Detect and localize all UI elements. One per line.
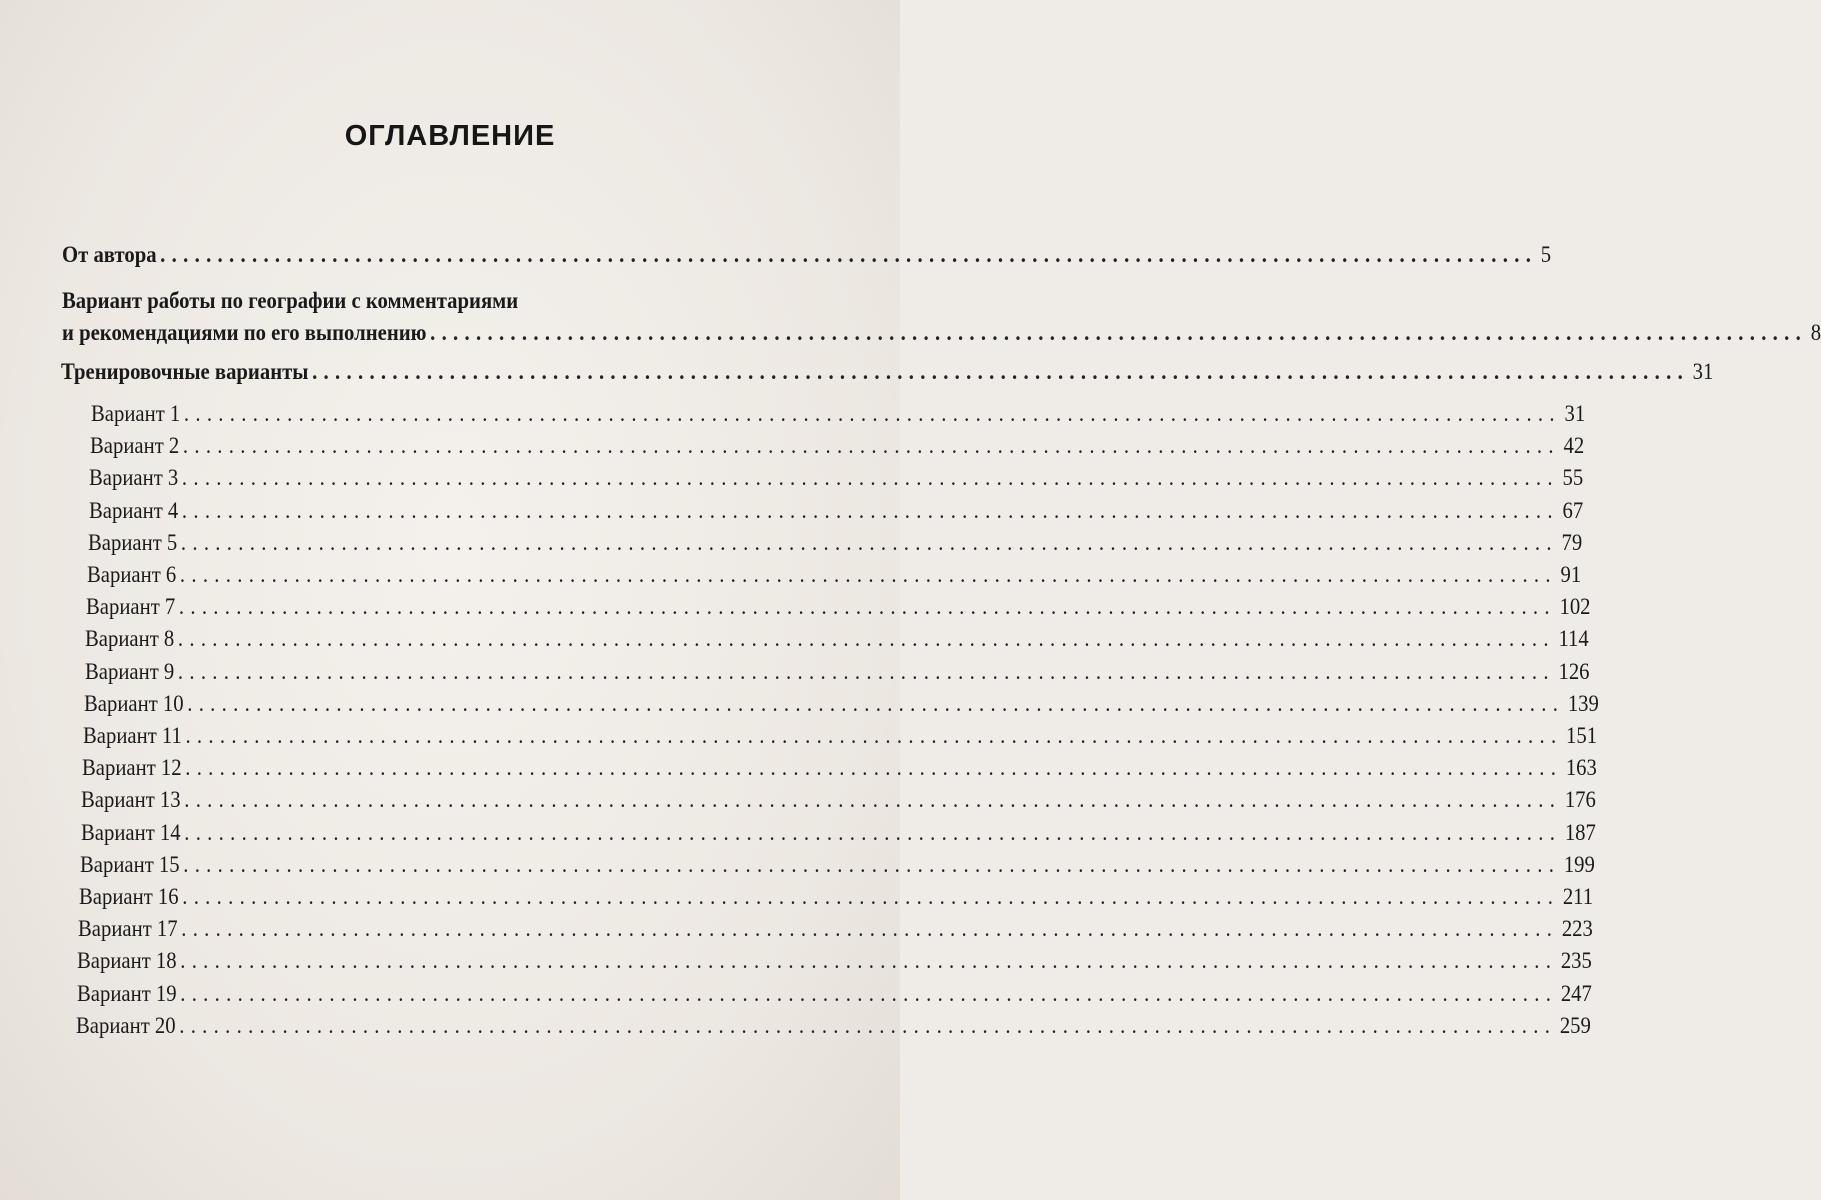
- toc-page: 8: [1810, 320, 1821, 345]
- toc-label: Вариант 7: [86, 594, 176, 620]
- toc-label: Вариант 1: [91, 401, 181, 426]
- dot-leader: ........................................................................................................................: [179, 1012, 1557, 1038]
- toc-label: Тренировочные варианты: [61, 359, 309, 384]
- toc-page: 126: [1558, 658, 1590, 684]
- toc-label: От автора: [62, 242, 157, 267]
- toc-label: Вариант 20: [75, 1012, 176, 1038]
- toc-entry-variant: [76, 980, 1592, 1007]
- dot-leader: ........................................................................................................................: [183, 851, 1561, 877]
- toc-entry-author: [62, 242, 1552, 268]
- dot-leader: ........................................................................................................................: [185, 723, 1563, 748]
- toc-page: 235: [1561, 948, 1593, 974]
- toc-page: 67: [1562, 497, 1583, 523]
- toc-page: 91: [1560, 562, 1582, 587]
- toc-page: 211: [1562, 884, 1594, 909]
- toc-label: Вариант работы по географии с комментариями: [62, 288, 519, 313]
- toc-entry-variant: [84, 658, 1590, 685]
- toc-entry-variant: [81, 787, 1597, 813]
- toc-label: Вариант 12: [82, 755, 182, 781]
- toc-label: Вариант 18: [77, 948, 178, 974]
- toc-entry-variant: [89, 465, 1584, 491]
- toc-page: 247: [1560, 980, 1592, 1006]
- dot-leader: ........................................................................................................................: [160, 242, 1538, 267]
- dot-leader: ........................................................................................................................: [430, 320, 1808, 345]
- toc-entry-variant: [87, 562, 1582, 588]
- dot-leader: ........................................................................................................................: [179, 562, 1557, 587]
- toc-label: Вариант 8: [85, 626, 175, 652]
- toc-entry-variant: [91, 401, 1586, 427]
- toc-page: 5: [1540, 242, 1552, 267]
- toc-page: 163: [1566, 755, 1598, 781]
- toc-page: 114: [1558, 626, 1590, 652]
- toc-page: 79: [1561, 529, 1582, 555]
- toc-label: Вариант 6: [87, 562, 177, 587]
- toc-entry-variant: [83, 723, 1598, 749]
- toc-label: Вариант 15: [79, 851, 180, 877]
- dot-leader: ........................................................................................................................: [183, 433, 1561, 459]
- toc-entry-variant: [86, 594, 1591, 620]
- toc-page: 223: [1562, 916, 1594, 942]
- toc-page: 187: [1564, 819, 1596, 845]
- toc-entry-variant: [79, 851, 1595, 878]
- dot-leader: ........................................................................................................................: [179, 594, 1557, 620]
- dot-leader: ........................................................................................................................: [182, 465, 1560, 491]
- toc-entry-variant: [83, 690, 1599, 717]
- dot-leader: ........................................................................................................................: [180, 948, 1558, 974]
- dot-leader: ........................................................................................................................: [180, 529, 1558, 555]
- dot-leader: ........................................................................................................................: [177, 658, 1555, 684]
- toc-label: Вариант 11: [83, 723, 182, 748]
- dot-leader: ........................................................................................................................: [179, 980, 1557, 1006]
- toc-label: и рекомендациями по его выполнению: [62, 320, 427, 345]
- toc-label: Вариант 10: [83, 690, 184, 716]
- dot-leader: ........................................................................................................................: [181, 916, 1559, 942]
- toc-entry-variant: [87, 529, 1582, 556]
- dot-leader: ........................................................................................................................: [185, 755, 1563, 781]
- toc-page: 31: [1564, 401, 1586, 426]
- toc-entry-variant: [79, 884, 1594, 910]
- dot-leader: ........................................................................................................................: [178, 626, 1556, 652]
- dot-leader: ........................................................................................................................: [312, 359, 1690, 384]
- toc-label: Вариант 3: [89, 465, 179, 491]
- toc-entry-variant: [85, 626, 1590, 652]
- toc-label: Вариант 16: [79, 884, 179, 909]
- toc-entry-sample-line1: [62, 288, 800, 314]
- toc-page: 55: [1562, 465, 1584, 491]
- toc-label: Вариант 14: [80, 819, 181, 845]
- toc-entry-variant: [77, 948, 1593, 974]
- dot-leader: ........................................................................................................................: [187, 690, 1565, 716]
- page-title: ОГЛАВЛЕНИЕ: [344, 120, 556, 152]
- toc-entry-variant: [75, 1012, 1591, 1039]
- toc-label: Вариант 19: [76, 980, 177, 1006]
- dot-leader: ........................................................................................................................: [183, 819, 1561, 845]
- toc-page: 139: [1567, 690, 1599, 716]
- toc-label: Вариант 2: [90, 433, 180, 459]
- toc-label: Вариант 13: [81, 787, 182, 813]
- toc-entry-sample: [62, 320, 1821, 346]
- dot-leader: ........................................................................................................................: [181, 497, 1559, 523]
- toc-label: Вариант 9: [84, 658, 174, 684]
- toc-page: 259: [1559, 1012, 1591, 1038]
- dot-leader: ........................................................................................................................: [184, 787, 1562, 813]
- toc-label: Вариант 4: [88, 497, 178, 523]
- toc-label: Вариант 5: [87, 529, 178, 555]
- toc-entry-variant: [82, 755, 1598, 781]
- toc-entry-training: [61, 359, 1714, 385]
- toc-page: 102: [1559, 594, 1591, 620]
- toc-page: 151: [1566, 723, 1598, 748]
- toc-entry-variant: [90, 433, 1585, 459]
- toc-page: 199: [1563, 851, 1595, 877]
- toc-entry-variant: [80, 819, 1596, 846]
- dot-leader: ........................................................................................................................: [182, 884, 1560, 909]
- toc-entry-variant: [78, 916, 1594, 942]
- toc-page: 31: [1692, 359, 1714, 384]
- toc-label: Вариант 17: [78, 916, 178, 942]
- toc-entry-variant: [88, 497, 1583, 524]
- toc-page: 176: [1565, 787, 1597, 813]
- dot-leader: ........................................................................................................................: [183, 401, 1561, 426]
- toc-page: 42: [1563, 433, 1585, 459]
